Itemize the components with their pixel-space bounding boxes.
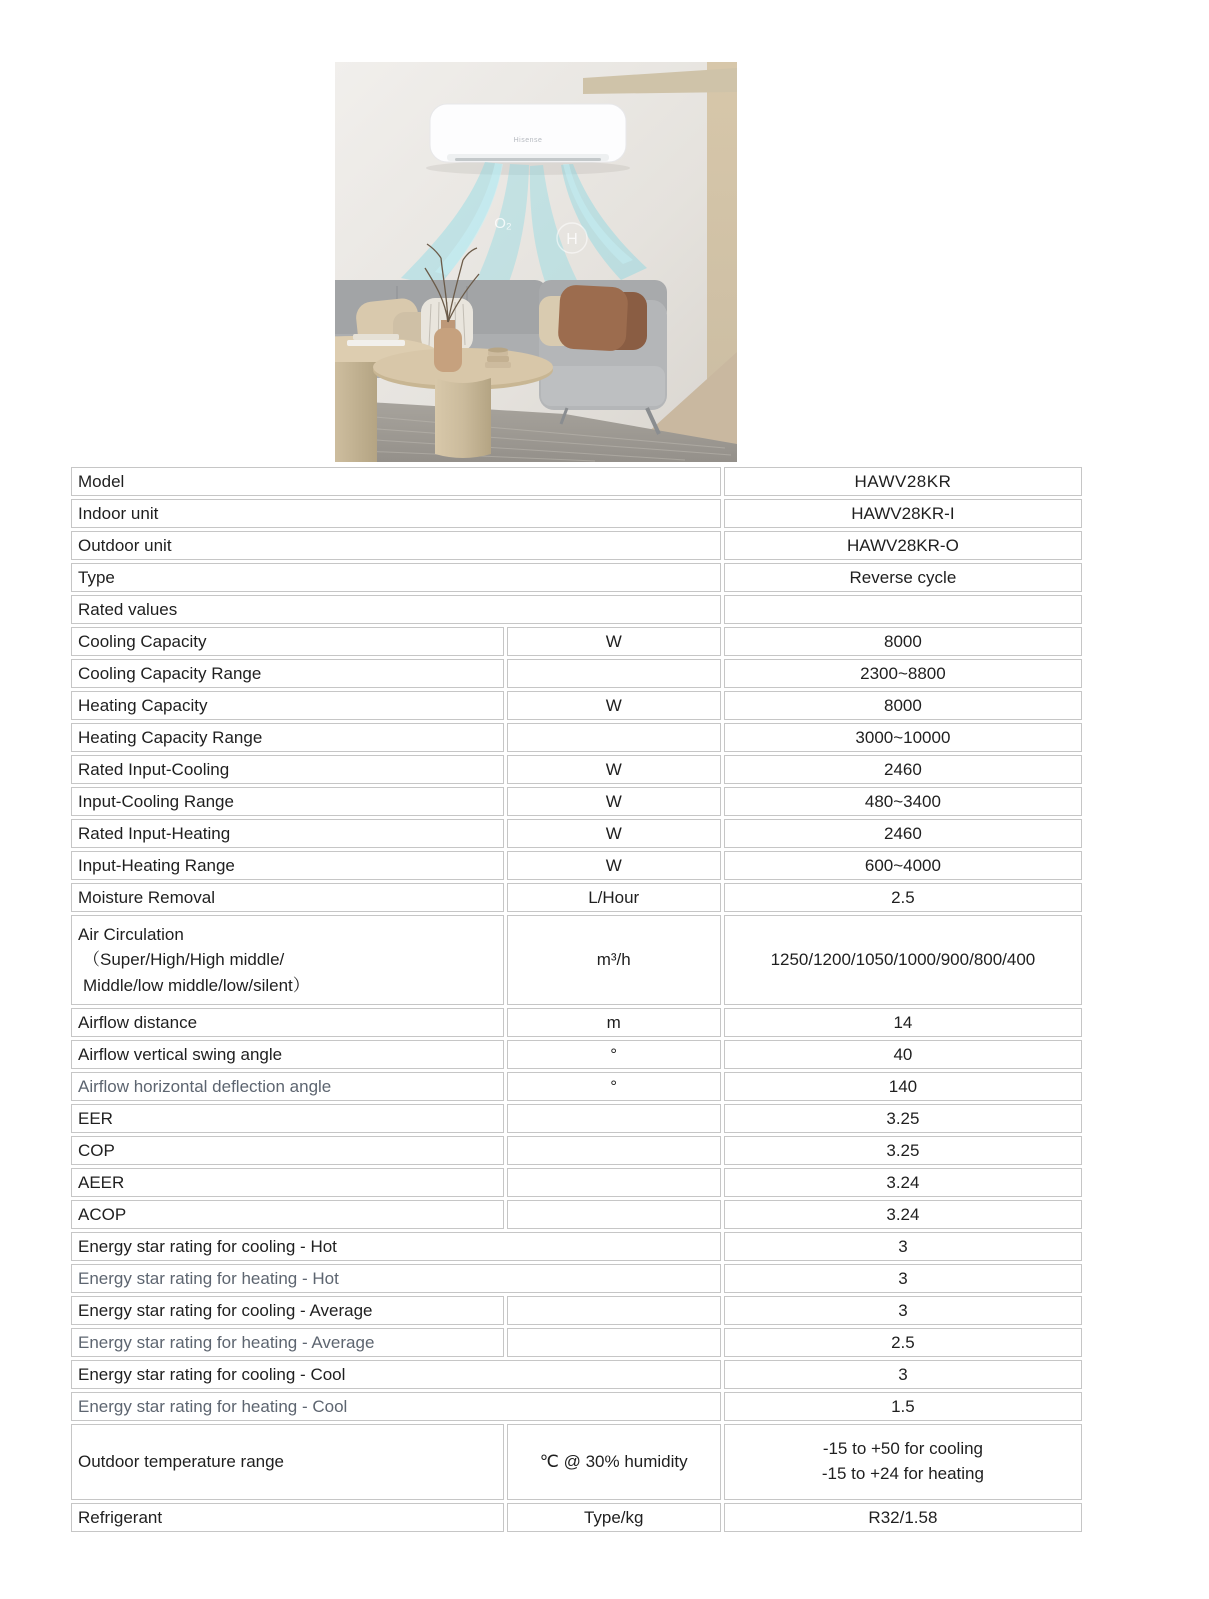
spec-value-cell: 2300~8800	[724, 659, 1082, 688]
spec-row	[71, 1328, 1082, 1357]
spec-row	[71, 1424, 1082, 1500]
spec-label-cell: Rated Input-Heating	[71, 819, 504, 848]
product-photo	[335, 62, 737, 462]
spec-unit-cell: L/Hour	[507, 883, 721, 912]
spec-label-cell: Energy star rating for heating - Hot	[71, 1264, 721, 1293]
spec-label-cell: Heating Capacity	[71, 691, 504, 720]
spec-table-body	[71, 467, 1082, 1532]
spec-row	[71, 1168, 1082, 1197]
spec-value-cell: 3	[724, 1232, 1082, 1261]
spec-unit-cell: °	[507, 1040, 721, 1069]
spec-label-cell: Energy star rating for cooling - Hot	[71, 1232, 721, 1261]
spec-value-cell: 3.24	[724, 1200, 1082, 1229]
spec-value-cell: 1.5	[724, 1392, 1082, 1421]
spec-value-cell: -15 to +50 for cooling -15 to +24 for heating	[724, 1424, 1082, 1500]
info-row	[71, 499, 1082, 528]
spec-unit-cell	[507, 1328, 721, 1357]
outdoor-unit-label: Outdoor unit	[71, 531, 721, 560]
spec-label-cell: Cooling Capacity	[71, 627, 504, 656]
spec-value-cell: 3.25	[724, 1104, 1082, 1133]
spec-value-cell: 600~4000	[724, 851, 1082, 880]
spec-value-cell: 14	[724, 1008, 1082, 1037]
cup-stack	[485, 348, 511, 369]
info-row	[71, 563, 1082, 592]
books	[353, 334, 399, 340]
ac-brand-label: Hisense	[513, 137, 543, 144]
spec-unit-cell: m³/h	[507, 915, 721, 1005]
spec-row	[71, 1008, 1082, 1037]
spec-value-cell: 2.5	[724, 883, 1082, 912]
spec-label-cell: Airflow distance	[71, 1008, 504, 1037]
spec-row	[71, 691, 1082, 720]
spec-row	[71, 819, 1082, 848]
living-room-scene	[335, 62, 737, 462]
spec-label-cell: Airflow vertical swing angle	[71, 1040, 504, 1069]
spec-label-cell: EER	[71, 1104, 504, 1133]
spec-unit-cell: Type/kg	[507, 1503, 721, 1532]
spec-label-cell: Airflow horizontal deflection angle	[71, 1072, 504, 1101]
molecule-h: H	[566, 231, 578, 248]
spec-row	[71, 915, 1082, 1005]
spec-unit-cell	[507, 1136, 721, 1165]
spec-value-cell: 3.24	[724, 1168, 1082, 1197]
spec-label-cell: Energy star rating for cooling - Average	[71, 1296, 504, 1325]
spec-unit-cell: W	[507, 787, 721, 816]
indoor-unit-value: HAWV28KR-I	[724, 499, 1082, 528]
spec-value-cell: 3.25	[724, 1136, 1082, 1165]
spec-label-cell: Rated Input-Cooling	[71, 755, 504, 784]
spec-unit-cell: W	[507, 691, 721, 720]
spec-row	[71, 1040, 1082, 1069]
spec-unit-cell: °	[507, 1072, 721, 1101]
spec-value-cell: 40	[724, 1040, 1082, 1069]
spec-row	[71, 787, 1082, 816]
spec-label-cell: Input-Heating Range	[71, 851, 504, 880]
spec-unit-cell	[507, 1168, 721, 1197]
spec-row	[71, 1232, 1082, 1261]
spec-label-cell: Outdoor temperature range	[71, 1424, 504, 1500]
spec-label-cell: Moisture Removal	[71, 883, 504, 912]
spec-value-cell: 8000	[724, 691, 1082, 720]
spec-row	[71, 1360, 1082, 1389]
pillow-brown	[557, 284, 628, 351]
spec-unit-cell: ℃ @ 30% humidity	[507, 1424, 721, 1500]
spec-row	[71, 1200, 1082, 1229]
spec-value-cell: 3000~10000	[724, 723, 1082, 752]
model-number: HAWV28KR	[724, 467, 1082, 496]
spec-table	[68, 464, 1085, 1535]
spec-label-cell: Input-Cooling Range	[71, 787, 504, 816]
spec-unit-cell: W	[507, 627, 721, 656]
spec-table-container	[68, 464, 1085, 1535]
spec-row	[71, 883, 1082, 912]
spec-label-cell: COP	[71, 1136, 504, 1165]
spec-label-cell: Cooling Capacity Range	[71, 659, 504, 688]
spec-unit-cell	[507, 659, 721, 688]
spec-unit-cell: W	[507, 755, 721, 784]
indoor-unit-label: Indoor unit	[71, 499, 721, 528]
spec-label-cell: Heating Capacity Range	[71, 723, 504, 752]
spec-value-cell: 3	[724, 1360, 1082, 1389]
spec-label-cell: Energy star rating for heating - Cool	[71, 1392, 721, 1421]
spec-value-cell: 2.5	[724, 1328, 1082, 1357]
books	[347, 340, 405, 346]
molecule-o2: O₂	[494, 215, 512, 232]
spec-label-cell: Energy star rating for heating - Average	[71, 1328, 504, 1357]
info-row	[71, 531, 1082, 560]
spec-value-cell: 8000	[724, 627, 1082, 656]
spec-value-cell: R32/1.58	[724, 1503, 1082, 1532]
model-header-row	[71, 467, 1082, 496]
spec-row	[71, 755, 1082, 784]
spec-value-cell: 140	[724, 1072, 1082, 1101]
spec-label-cell: Energy star rating for cooling - Cool	[71, 1360, 721, 1389]
spec-unit-cell	[507, 1296, 721, 1325]
ac-unit	[426, 104, 630, 175]
spec-row	[71, 1264, 1082, 1293]
spec-value-cell: 1250/1200/1050/1000/900/800/400	[724, 915, 1082, 1005]
spec-label-cell: Refrigerant	[71, 1503, 504, 1532]
spec-row	[71, 1136, 1082, 1165]
outdoor-unit-value: HAWV28KR-O	[724, 531, 1082, 560]
spec-row	[71, 1072, 1082, 1101]
spec-row	[71, 723, 1082, 752]
spec-row	[71, 659, 1082, 688]
spec-value-cell: 480~3400	[724, 787, 1082, 816]
spec-unit-cell: W	[507, 851, 721, 880]
type-value: Reverse cycle	[724, 563, 1082, 592]
rated-values-blank-cell	[724, 595, 1082, 624]
spec-unit-cell: m	[507, 1008, 721, 1037]
spec-value-cell: 3	[724, 1296, 1082, 1325]
spec-row	[71, 1296, 1082, 1325]
spec-unit-cell	[507, 1200, 721, 1229]
spec-unit-cell	[507, 723, 721, 752]
spec-value-cell: 3	[724, 1264, 1082, 1293]
spec-value-cell: 2460	[724, 755, 1082, 784]
rated-values-header-row	[71, 595, 1082, 624]
spec-row	[71, 851, 1082, 880]
spec-row	[71, 1392, 1082, 1421]
type-label: Type	[71, 563, 721, 592]
model-header-label: Model	[71, 467, 721, 496]
spec-unit-cell	[507, 1104, 721, 1133]
spec-row	[71, 1104, 1082, 1133]
spec-value-cell: 2460	[724, 819, 1082, 848]
spec-label-cell: AEER	[71, 1168, 504, 1197]
spec-label-cell: Air Circulation （Super/High/High middle/ Middle/low middle/low/silent）	[71, 915, 504, 1005]
spec-label-cell: ACOP	[71, 1200, 504, 1229]
spec-row	[71, 1503, 1082, 1532]
spec-unit-cell: W	[507, 819, 721, 848]
spec-row	[71, 627, 1082, 656]
rated-values-header: Rated values	[71, 595, 721, 624]
